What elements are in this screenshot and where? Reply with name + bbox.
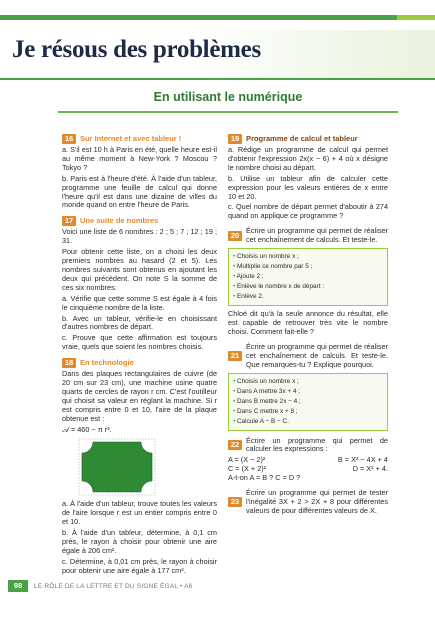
exercise-number: 23 <box>228 497 242 507</box>
question-c: c. Quel nombre de départ permet d'aboutir à 274 quand on applique ce programme ? <box>228 202 388 221</box>
left-column <box>62 134 217 582</box>
exercise-18-header <box>62 358 217 368</box>
exercise-21-header <box>228 343 388 370</box>
program-step: • Enlève 2. <box>233 292 383 302</box>
exercise-intro: Écrire un programme qui permet de calculer les expressions : <box>246 435 388 454</box>
top-bar <box>0 0 435 15</box>
exercise-23-header <box>228 489 388 516</box>
exercise-23 <box>228 489 388 516</box>
exercise-19 <box>228 134 388 221</box>
program-steps-box <box>228 248 388 306</box>
program-step: • Ajoute 2 ; <box>233 272 383 282</box>
exercise-16-header <box>62 134 217 144</box>
exercise-intro: Écrire un programme qui permet de réaliser cet enchaînement de calculs. Et teste-le. <box>246 226 388 245</box>
question-a: a. Rédige un programme de calcul qui permet d'obtenir l'expression 2x(x − 6) + 4 où x désigne le nombre choisi au départ. <box>228 145 388 172</box>
program-step: • Multiplie ce nombre par 5 ; <box>233 262 383 272</box>
copper-plate-figure <box>78 438 156 496</box>
exercise-intro: Dans des plaques rectangulaires de cuivre (de 20 cm sur 23 cm), une machine usine quatre quarts de cercles de rayon r cm. C'est l'outilleur qui choisit sa valeur en réglant la machine. Si r est compris entre 0 et 10, l'aire de la plaque obtenue est : <box>62 369 217 423</box>
exercise-number: 21 <box>228 351 242 361</box>
exercise-20-header <box>228 227 388 245</box>
question-c: c. Détermine, à 0,01 cm près, le rayon à choisir pour obtenir une aire égale à 177 cm². <box>62 556 217 575</box>
question-a: a. Vérifie que cette somme S est égale à 4 fois le cinquième nombre de la liste. <box>62 293 217 312</box>
page-number: 98 <box>8 580 28 592</box>
exercise-19-header <box>228 134 388 144</box>
exercise-17 <box>62 216 217 352</box>
question-b: b. À l'aide d'un tableur, détermine, à 0,1 cm près, le rayon à choisir pour obtenir une aire égale à 206 cm². <box>62 528 217 555</box>
exercise-intro-2: Pour obtenir cette liste, on a choisi les deux premiers nombres au hasard (2 et 5). Les nombres suivants sont obtenus en ajoutant les deux qui précèdent. On note S la somme de ces six nombres. <box>62 247 217 292</box>
section-rule <box>58 111 398 113</box>
question-c: c. Prouve que cette affirmation est toujours vraie, quels que soient les nombres choisis. <box>62 333 217 352</box>
exercise-title: Une suite de nombres <box>80 215 159 225</box>
program-step: • Dans C mettre x + 8 ; <box>233 407 383 417</box>
right-column <box>228 134 388 522</box>
expression-c: C = (X + 2)² <box>228 464 267 474</box>
plate-svg <box>78 438 156 496</box>
exercise-number: 17 <box>62 216 76 226</box>
exercise-22 <box>228 437 388 484</box>
program-step: • Calcule A − B − C. <box>233 417 383 427</box>
exercise-number: 20 <box>228 231 242 241</box>
exercise-intro: Écrire un programme qui permet de tester l'inégalité 3X + 2 > 2X + 8 pour différentes valeurs de pour différentes valeurs de X. <box>246 488 388 515</box>
exercise-intro: Voici une liste de 6 nombres : 2 ; 5 ; 7 ; 12 ; 19 ; 31. <box>62 227 217 246</box>
program-step: • Dans B mettre 2x − 4 ; <box>233 397 383 407</box>
exercise-number: 22 <box>228 440 242 450</box>
exercise-number: 19 <box>228 134 242 144</box>
exercise-number: 16 <box>62 134 76 144</box>
program-step: • Choisis un nombre x ; <box>233 377 383 387</box>
expression-a: A = (X − 2)² <box>228 455 266 465</box>
page-footer: LE RÔLE DE LA LETTRE ET DU SIGNE ÉGAL • A6 <box>34 583 193 590</box>
program-steps-box <box>228 373 388 431</box>
header-band-accent <box>397 15 435 20</box>
exercise-title: Sur Internet et avec tableur ! <box>80 133 182 143</box>
page-title: Je résous des problèmes <box>12 36 261 63</box>
header-band <box>0 15 435 20</box>
program-step: • Dans A mettre 3x + 4 ; <box>233 387 383 397</box>
exercise-16 <box>62 134 217 210</box>
exercise-title: En technologie <box>80 357 134 367</box>
section-heading: En utilisant le numérique <box>153 90 303 104</box>
exercise-question: A-t-on A = B ? C = D ? <box>228 473 301 483</box>
question-a: a. S'il est 10 h à Paris en été, quelle heure est-il au même moment à New-York ? Moscou ? Tokyo ? <box>62 145 217 172</box>
question-a: a. À l'aide d'un tableur, trouve toutes les valeurs de l'aire lorsque r est un entier compris entre 0 et 10. <box>62 499 217 527</box>
exercise-17-header <box>62 216 217 226</box>
expression-b: B = X² − 4X + 4 <box>337 455 388 465</box>
plate-shape <box>82 442 152 492</box>
program-step: • Choisis un nombre x ; <box>233 252 383 262</box>
program-step: • Enlève le nombre x de départ : <box>233 282 383 292</box>
exercise-outro: Chloé dit qu'à la seule annonce du résultat, elle est capable de retrouver très vite le nombre choisi. Comment fait-elle ? <box>228 309 388 336</box>
exercise-number: 18 <box>62 358 76 368</box>
exercise-22-header <box>228 437 388 455</box>
exercise-18 <box>62 358 217 576</box>
area-formula: 𝒜 = 460 − π r². <box>62 424 112 434</box>
expression-d: D = X² + 4. <box>352 464 388 474</box>
question-b: b. Utilise un tableur afin de calculer cette expression pour les valeurs entières de x entre 10 et 20. <box>228 173 388 201</box>
exercise-21 <box>228 343 388 431</box>
exercise-intro: Écrire un programme qui permet de réaliser cet enchaînement de calculs. Et teste-le. Que remarques-tu ? Explique pourquoi. <box>246 341 388 369</box>
question-b: b. Avec un tableur, vérifie-le en choisissant d'autres nombres de départ. <box>62 313 217 332</box>
exercise-20 <box>228 227 388 337</box>
exercise-title: Programme de calcul et tableur <box>246 133 358 143</box>
title-rule <box>0 78 435 80</box>
question-b: b. Paris est à l'heure d'été. À l'aide d'un tableur, programme une feuille de calcul qui donne l'heure qu'il est dans une dizaine de villes du monde quand on entre l'heure de Paris. <box>62 173 217 210</box>
